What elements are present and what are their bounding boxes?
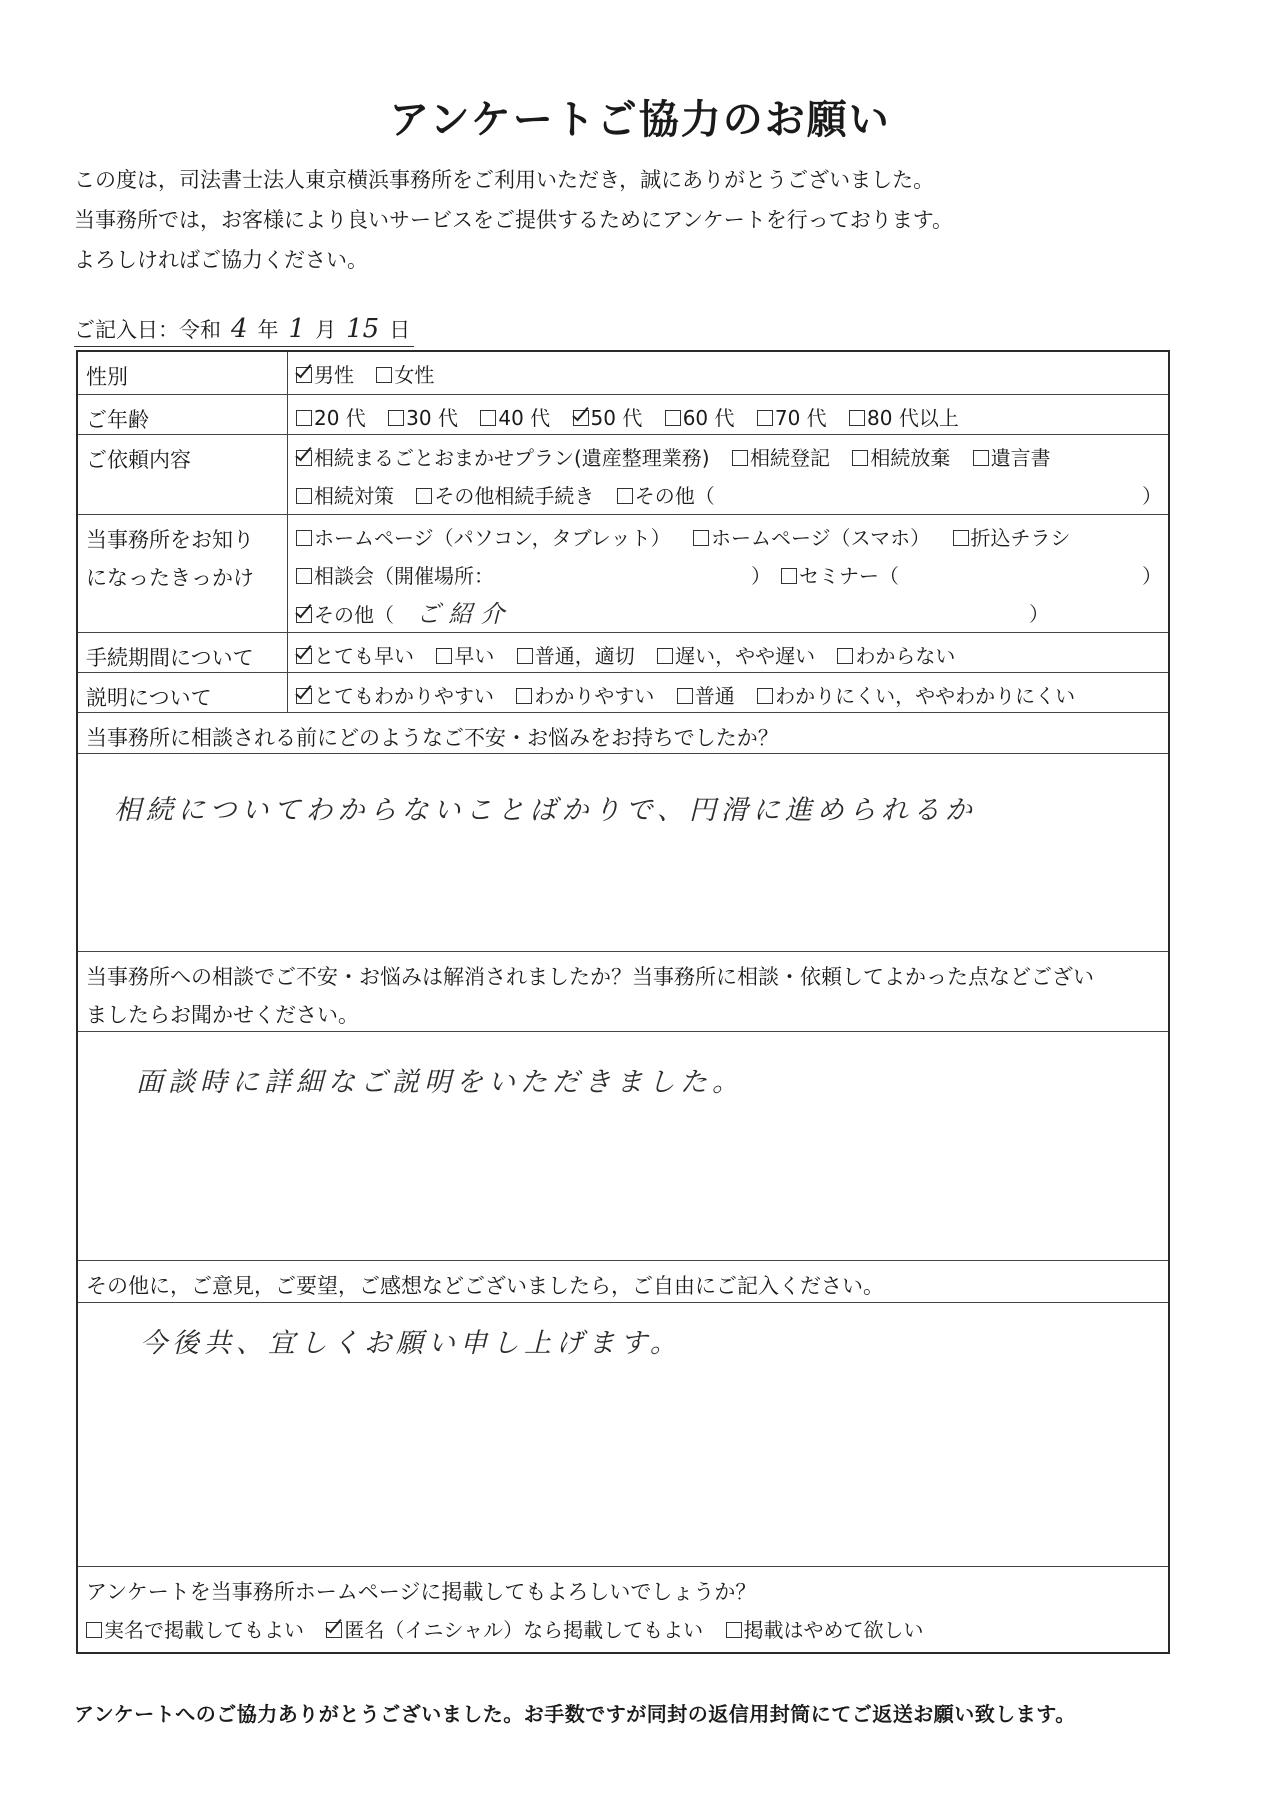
age-option[interactable]: [757, 399, 827, 437]
source-label: [78, 515, 288, 632]
explanation-row: [78, 672, 1168, 712]
option-label: 20 代: [314, 406, 366, 430]
checkbox-icon[interactable]: [296, 688, 312, 704]
explanation-option[interactable]: [677, 677, 735, 715]
option-label: 相続登記: [749, 446, 830, 470]
period-option[interactable]: [837, 637, 955, 675]
date-month: 1: [288, 314, 306, 344]
checkbox-icon[interactable]: [516, 688, 532, 704]
publish-row: [78, 1566, 1168, 1654]
checkbox-icon[interactable]: [296, 488, 312, 504]
checkbox-icon[interactable]: [573, 410, 589, 426]
request-option-other[interactable]: [617, 477, 715, 515]
q1-answer-area[interactable]: [78, 753, 1168, 952]
q1-answer: 相続についてわからないことばかりで、円滑に進められるか: [114, 795, 977, 826]
option-label: 相続まるごとおまかせプラン(遺産整理業務): [314, 446, 710, 470]
request-option[interactable]: [296, 439, 710, 477]
source-option-seminar-venue[interactable]: [296, 557, 494, 595]
period-label: 手続期間について: [78, 633, 288, 672]
q3-row: [78, 1260, 1168, 1302]
checkbox-icon[interactable]: [376, 367, 392, 383]
q1-row: [78, 712, 1168, 753]
option-label: 相談会（開催場所：: [314, 564, 494, 588]
option-label: その他（: [314, 603, 394, 627]
publish-question: アンケートを当事務所ホームページに掲載してもよろしいでしょうか？: [86, 1580, 757, 1604]
checkbox-icon[interactable]: [480, 410, 496, 426]
option-label: その他（: [634, 484, 715, 508]
checkbox-icon[interactable]: [296, 450, 312, 466]
source-label-line: 当事務所をお知り: [86, 528, 254, 552]
option-label: 普通，適切: [534, 644, 635, 668]
option-label: セミナー（: [799, 564, 899, 588]
source-option[interactable]: [296, 519, 671, 557]
age-option[interactable]: [849, 399, 959, 437]
date-year-unit: 年: [257, 318, 279, 342]
checkbox-icon[interactable]: [732, 450, 748, 466]
explanation-label: 説明について: [78, 673, 288, 712]
close-paren: ）: [751, 564, 771, 588]
publish-options: [78, 1611, 1168, 1649]
checkbox-icon[interactable]: [388, 410, 404, 426]
option-label: 掲載はやめて欲しい: [743, 1618, 924, 1642]
period-option[interactable]: [296, 637, 414, 675]
source-option-other[interactable]: [296, 596, 394, 634]
option-label: ホームページ（パソコン，タブレット）: [314, 526, 671, 550]
source-option[interactable]: [953, 519, 1071, 557]
request-row: [78, 434, 1168, 514]
checkbox-icon[interactable]: [296, 410, 312, 426]
intro-line: よろしければご協力ください。: [74, 248, 368, 272]
date-day: 15: [346, 314, 380, 344]
age-label: ご年齢: [78, 395, 288, 434]
request-label: ご依頼内容: [78, 435, 288, 514]
checkbox-icon[interactable]: [436, 648, 452, 664]
checkbox-icon[interactable]: [657, 648, 673, 664]
option-label: ホームページ（スマホ）: [710, 526, 931, 550]
gender-row: [78, 352, 1168, 394]
checkbox-icon[interactable]: [837, 648, 853, 664]
source-option[interactable]: [693, 519, 930, 557]
intro-line: この度は，司法書士法人東京横浜事務所をご利用いただき，誠にありがとうございました。: [74, 168, 935, 192]
age-option[interactable]: [388, 399, 458, 437]
option-label: わかりやすい: [534, 684, 655, 708]
q2-question-line: ましたらお聞かせください。: [86, 1003, 359, 1027]
option-label: わからない: [855, 644, 956, 668]
q2-answer-area[interactable]: [78, 1031, 1168, 1261]
date-year: 4: [231, 314, 248, 344]
q1-question: 当事務所に相談される前にどのようなご不安・お悩みをお持ちでしたか？: [86, 726, 779, 750]
request-option[interactable]: [732, 439, 830, 477]
option-label: 遺言書: [990, 446, 1051, 470]
age-option[interactable]: [665, 399, 735, 437]
q3-answer: 今後共、宜しくお願い申し上げます。: [140, 1328, 682, 1359]
age-option[interactable]: [573, 399, 643, 437]
checkbox-icon[interactable]: [86, 1622, 102, 1638]
option-label: 匿名（イニシャル）なら掲載してもよい: [344, 1618, 704, 1642]
period-option[interactable]: [517, 637, 635, 675]
checkbox-icon[interactable]: [296, 367, 312, 383]
checkbox-icon[interactable]: [781, 568, 797, 584]
option-label: 女性: [394, 363, 435, 387]
q2-row: [78, 951, 1168, 1031]
option-label: 折込チラシ: [970, 526, 1071, 550]
checkbox-icon[interactable]: [953, 530, 969, 546]
intro-line: 当事務所では，お客様により良いサービスをご提供するためにアンケートを行っております。: [74, 208, 954, 232]
close-paren: ）: [1029, 602, 1049, 626]
checkbox-icon[interactable]: [726, 1622, 742, 1638]
option-label: とてもわかりやすい: [314, 684, 494, 708]
option-label: 遅い，やや遅い: [675, 644, 816, 668]
explanation-option[interactable]: [757, 677, 1075, 715]
close-paren: ）: [1142, 564, 1162, 588]
q3-answer-area[interactable]: [78, 1302, 1168, 1567]
q2-question-line: 当事務所への相談でご不安・お悩みは解消されましたか？当事務所に相談・依頼してよかった点などござい: [86, 965, 1094, 989]
checkbox-icon[interactable]: [973, 450, 989, 466]
request-option[interactable]: [416, 477, 594, 515]
page-title: アンケートご協力のお願い: [389, 97, 891, 143]
date-field[interactable]: [74, 314, 414, 347]
checkbox-icon[interactable]: [757, 688, 773, 704]
source-option-seminar[interactable]: [781, 557, 899, 595]
footer-note: アンケートへのご協力ありがとうございました。お手数ですが同封の返信用封筒にてご返送お願い致します。: [74, 1702, 1076, 1726]
period-row: [78, 632, 1168, 672]
option-label: 男性: [314, 363, 354, 387]
source-label-line: になったきっかけ: [86, 566, 254, 590]
option-label: わかりにくい，ややわかりにくい: [775, 684, 1076, 708]
close-paren: ）: [1142, 484, 1162, 508]
checkbox-icon[interactable]: [296, 530, 312, 546]
age-row: [78, 394, 1168, 434]
checkbox-icon[interactable]: [296, 648, 312, 664]
publish-option[interactable]: [326, 1611, 703, 1649]
publish-option[interactable]: [86, 1611, 304, 1649]
intro-text: [74, 160, 953, 280]
request-option[interactable]: [852, 439, 950, 477]
option-label: とても早い: [314, 644, 414, 668]
publish-option[interactable]: [726, 1611, 924, 1649]
q3-question: その他に，ご意見，ご要望，ご感想などございましたら，ご自由にご記入ください。: [86, 1274, 884, 1298]
period-option[interactable]: [657, 637, 815, 675]
gender-option[interactable]: [296, 356, 354, 394]
age-option[interactable]: [296, 399, 366, 437]
period-option[interactable]: [436, 637, 494, 675]
checkbox-icon[interactable]: [757, 410, 773, 426]
source-row: [78, 514, 1168, 632]
checkbox-icon[interactable]: [677, 688, 693, 704]
q2-answer: 面談時に詳細なご説明をいただきました。: [136, 1067, 744, 1098]
checkbox-icon[interactable]: [326, 1622, 342, 1638]
option-label: 80 代以上: [867, 406, 959, 430]
option-label: 相続放棄: [870, 446, 951, 470]
option-label: その他相続手続き: [434, 484, 595, 508]
date-prefix: ご記入日：令和: [74, 318, 221, 342]
checkbox-icon[interactable]: [416, 488, 432, 504]
date-month-unit: 月: [315, 318, 337, 342]
request-option[interactable]: [973, 439, 1051, 477]
option-label: 40 代: [498, 406, 551, 430]
checkbox-icon[interactable]: [296, 568, 312, 584]
option-label: 相続対策: [314, 484, 394, 508]
option-label: 60 代: [682, 406, 735, 430]
option-label: 30 代: [406, 406, 458, 430]
gender-option[interactable]: [376, 356, 434, 394]
explanation-option[interactable]: [516, 677, 654, 715]
date-day-unit: 日: [389, 318, 411, 342]
checkbox-icon[interactable]: [693, 530, 709, 546]
checkbox-icon[interactable]: [849, 410, 865, 426]
option-label: 50 代: [590, 406, 643, 430]
option-label: 実名で掲載してもよい: [104, 1618, 304, 1642]
checkbox-icon[interactable]: [517, 648, 533, 664]
source-other-answer[interactable]: ご紹介: [416, 600, 513, 628]
checkbox-icon[interactable]: [296, 607, 312, 623]
option-label: 70 代: [774, 406, 827, 430]
checkbox-icon[interactable]: [617, 488, 633, 504]
checkbox-icon[interactable]: [665, 410, 681, 426]
option-label: 普通: [694, 684, 735, 708]
option-label: 早い: [454, 644, 495, 668]
age-option[interactable]: [480, 399, 550, 437]
explanation-option[interactable]: [296, 677, 494, 715]
checkbox-icon[interactable]: [852, 450, 868, 466]
request-option[interactable]: [296, 477, 394, 515]
gender-label: 性別: [78, 352, 288, 394]
survey-form: [76, 350, 1170, 1654]
